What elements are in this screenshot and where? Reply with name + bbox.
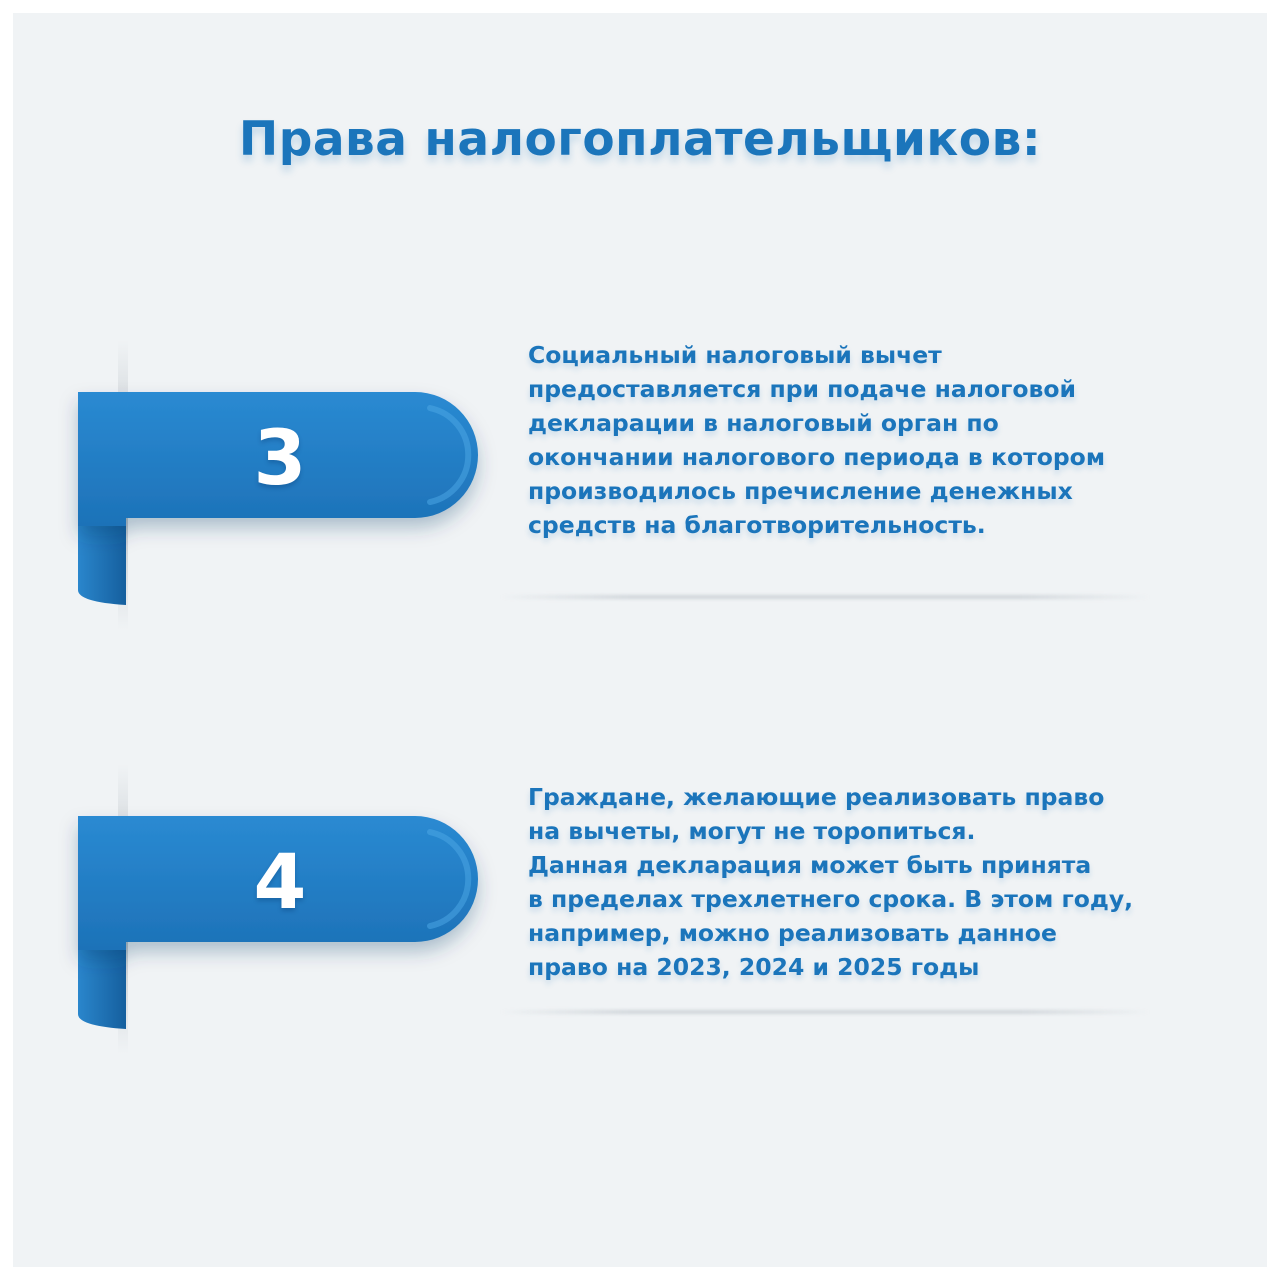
item-text-3: Социальный налоговый вычет предоставляется при подаче налоговой декларации в налоговый орган по окончании налогового периода в котором производилось пречисление денежных средств на благотворительность. [528,341,1106,539]
infographic-card [13,13,1267,1267]
divider-line [500,1010,1150,1014]
item-number: 4 [253,837,307,926]
item-number: 3 [253,413,307,502]
item-text-4: Граждане, желающие реализовать право на вычеты, могут не торопиться. Данная декларация может быть принята в пределах трехлетнего срока. В этом году, например, можно реализовать данное право на 2023, 2024 и 2025 годы [528,783,1134,981]
page-title: Права налогоплательщиков: [238,112,1042,167]
ribbon-badge-4 [60,754,490,1054]
divider-line [500,595,1150,599]
ribbon-badge-3 [60,330,490,630]
